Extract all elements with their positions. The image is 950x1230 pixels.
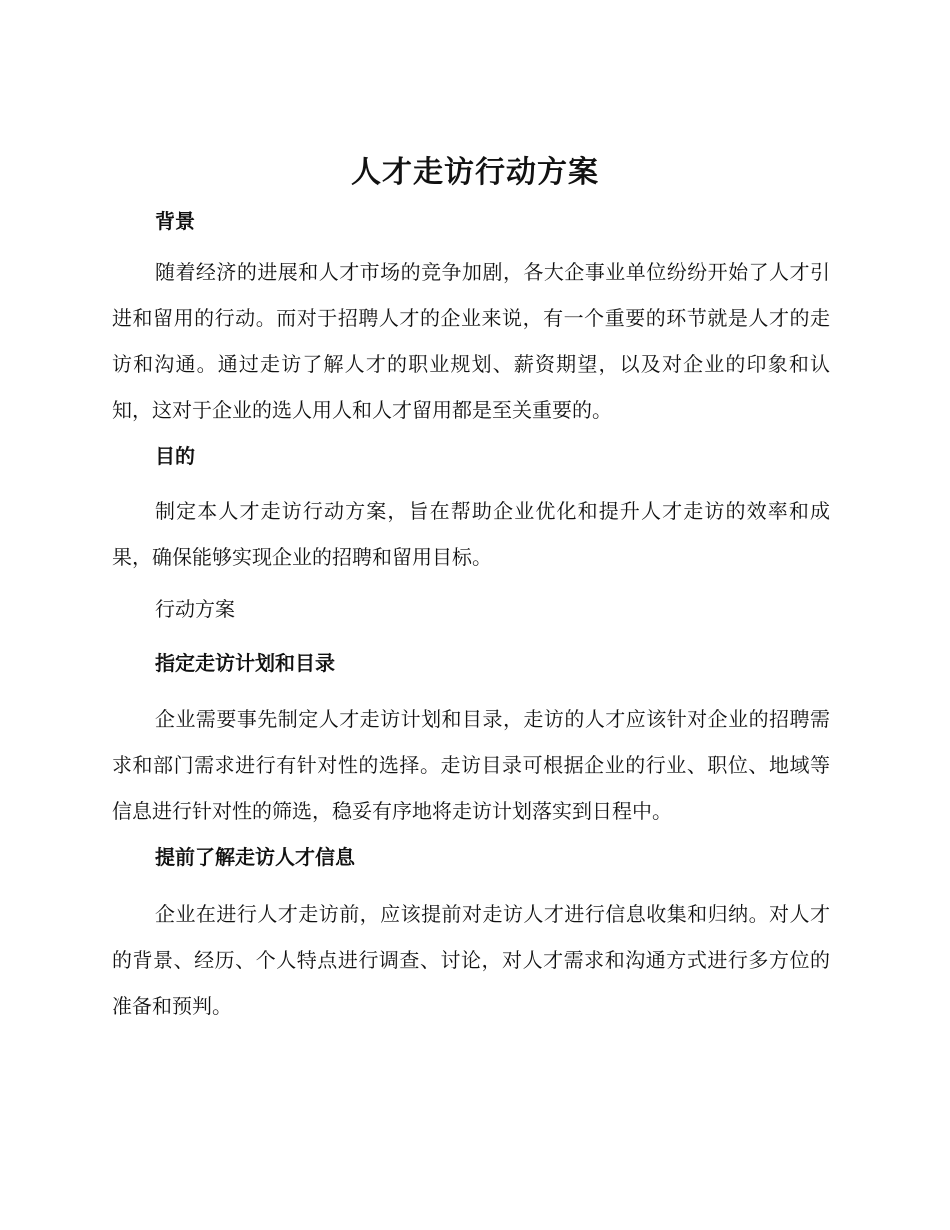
section-heading-purpose: 目的 (155, 444, 195, 468)
section-paragraph-background: 随着经济的进展和人才市场的竞争加剧，各大企事业单位纷纷开始了人才引进和留用的行动。而对于招聘人才的企业来说，有一个重要的环节就是人才的走访和沟通。通过走访了解人才的职业规划、薪资期望，以及对企业的印象和认知，这对于企业的选人用人和人才留用都是至关重要的。 (112, 260, 830, 422)
section-heading-talent-info: 提前了解走访人才信息 (155, 845, 355, 869)
section-heading-visit-plan: 指定走访计划和目录 (155, 651, 335, 675)
section-heading-action-plan: 行动方案 (155, 597, 235, 621)
section-paragraph-purpose: 制定本人才走访行动方案，旨在帮助企业优化和提升人才走访的效率和成果，确保能够实现企业的招聘和留用目标。 (112, 499, 830, 569)
section-heading-background: 背景 (155, 209, 195, 233)
section-paragraph-visit-plan: 企业需要事先制定人才走访计划和目录，走访的人才应该针对企业的招聘需求和部门需求进行有针对性的选择。走访目录可根据企业的行业、职位、地域等信息进行针对性的筛选，稳妥有序地将走访计划落实到日程中。 (112, 707, 830, 823)
document-title: 人才走访行动方案 (351, 155, 599, 190)
section-paragraph-talent-info: 企业在进行人才走访前，应该提前对走访人才进行信息收集和归纳。对人才的背景、经历、个人特点进行调查、讨论，对人才需求和沟通方式进行多方位的准备和预判。 (112, 902, 830, 1018)
